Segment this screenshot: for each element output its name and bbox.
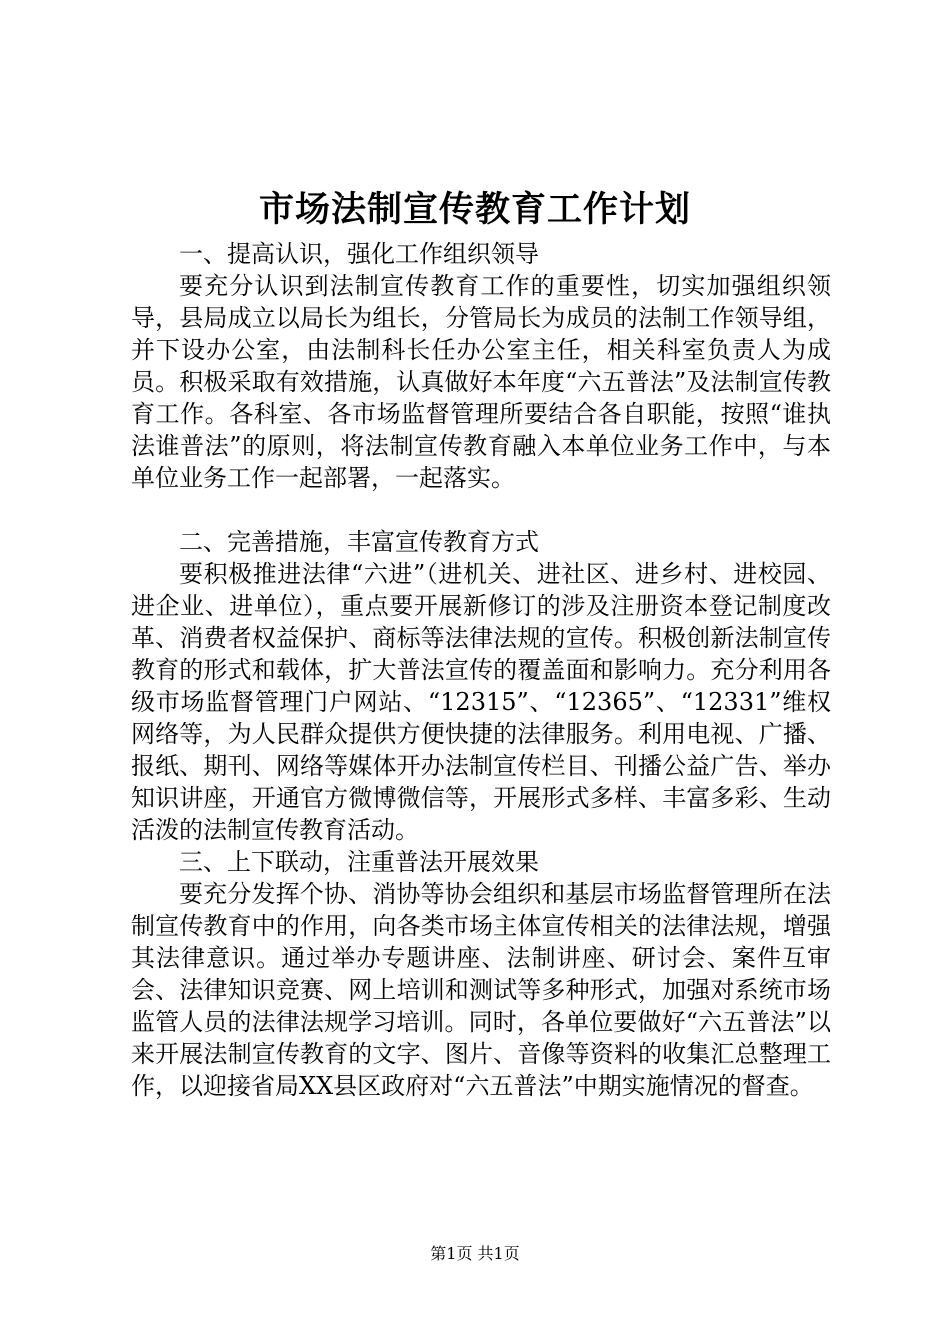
- document-title: 市场法制宣传教育工作计划: [258, 189, 691, 230]
- section-paragraph-2: 要积极推进法律“六进”（进机关、进社区、进乡村、进校园、进企业、进单位），重点要开展新修订的涉及注册资本登记制度改革、消费者权益保护、商标等法律法规的宣传。积极创新法制宣传教育的形式和载体，扩大普法宣传的覆盖面和影响力。充分利用各级市场监督管理门户网站、“12315”、“12365”、“12331”维权网络等，为人民群众提供方便快捷的法律服务。利用电视、广播、报纸、期刊、网络等媒体开办法制宣传栏目、刊播公益广告、举办知识讲座，开通官方微博微信等，开展形式多样、丰富多彩、生动活泼的法制宣传教育活动。: [131, 560, 831, 844]
- document-body: [131, 238, 831, 1102]
- page-footer: 第1页 共1页: [430, 1244, 520, 1263]
- blank-line: [131, 494, 831, 526]
- section-heading-1: 一、提高认识，强化工作组织领导: [179, 240, 539, 268]
- section-heading-3: 三、上下联动，注重普法开展效果: [179, 848, 539, 876]
- section-heading-2: 二、完善措施，丰富宣传教育方式: [179, 528, 539, 556]
- section-paragraph-3: 要充分发挥个协、消协等协会组织和基层市场监督管理所在法制宣传教育中的作用，向各类市场主体宣传相关的法律法规，增强其法律意识。通过举办专题讲座、法制讲座、研讨会、案件互审会、法律知识竞赛、网上培训和测试等多种形式，加强对系统市场监管人员的法律法规学习培训。同时，各单位要做好“六五普法”以来开展法制宣传教育的文字、图片、音像等资料的收集汇总整理工作，以迎接省局XX县区政府对“六五普法”中期实施情况的督查。: [131, 880, 831, 1100]
- section-paragraph-1: 要充分认识到法制宣传教育工作的重要性，切实加强组织领导，县局成立以局长为组长，分管局长为成员的法制工作领导组，并下设办公室，由法制科长任办公室主任，相关科室负责人为成员。积极采取有效措施，认真做好本年度“六五普法”及法制宣传教育工作。各科室、各市场监督管理所要结合各自职能，按照“谁执法谁普法”的原则，将法制宣传教育融入本单位业务工作中，与本单位业务工作一起部署，一起落实。: [131, 272, 831, 492]
